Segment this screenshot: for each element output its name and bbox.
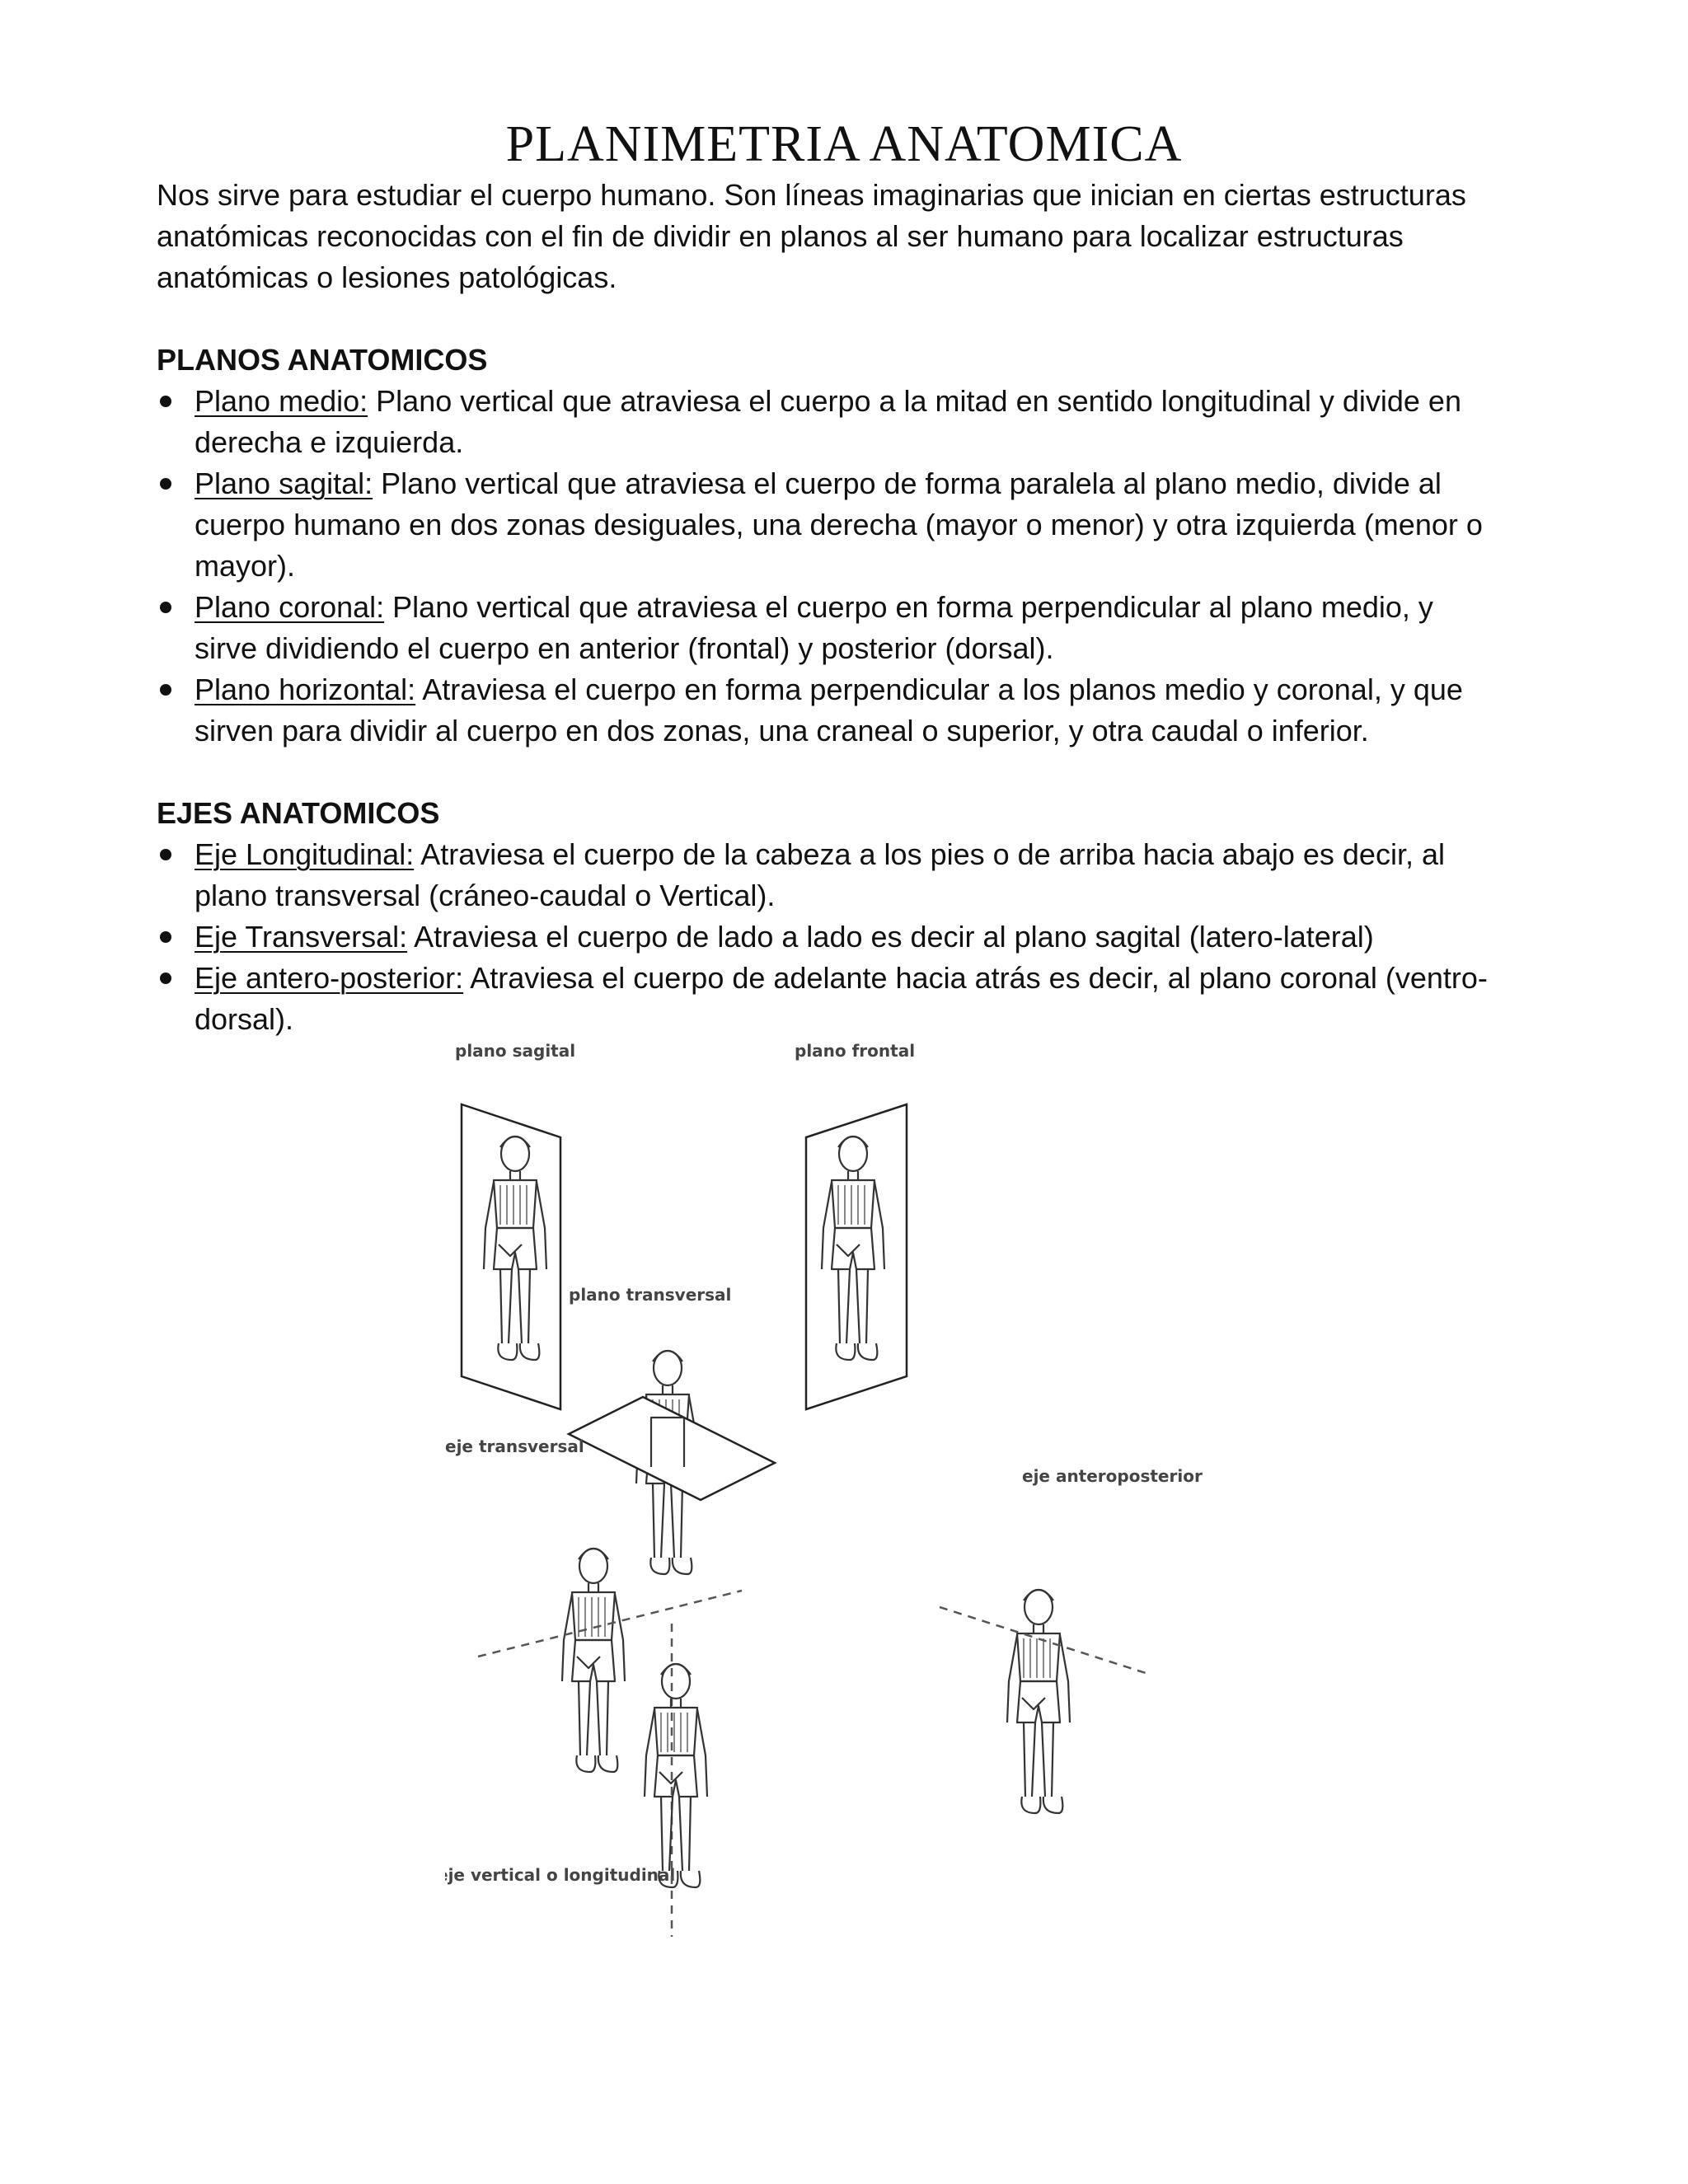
label-eje-vertical: eje vertical o longitudinal	[445, 1865, 676, 1885]
definition-text: mayor).	[195, 549, 296, 583]
label-eje-anteroposterior: eje anteroposterior	[1022, 1466, 1203, 1486]
list-item	[157, 587, 1541, 669]
vertical-axis-diagram	[645, 1624, 707, 1937]
planos-list	[157, 381, 1541, 752]
term: Plano coronal:	[195, 590, 385, 624]
frontal-plane	[806, 1104, 907, 1409]
anteroposterior-axis-diagram	[940, 1590, 1146, 1813]
label-plano-transversal: plano transversal	[569, 1285, 732, 1305]
term: Plano horizontal:	[195, 673, 416, 706]
sagittal-plane-diagram	[462, 1104, 560, 1409]
term: Plano sagital:	[195, 466, 373, 500]
list-item	[157, 916, 1541, 958]
term: Eje Transversal:	[195, 920, 408, 954]
list-item	[157, 463, 1541, 587]
term: Eje Longitudinal:	[195, 837, 415, 871]
section-heading-ejes: EJES ANATOMICOS	[157, 796, 440, 830]
intro-line: Nos sirve para estudiar el cuerpo humano. Son líneas imaginarias que inician en ciertas estructuras	[157, 178, 1466, 212]
definition-text: sirve dividiendo el cuerpo en anterior (frontal) y posterior (dorsal).	[195, 631, 1054, 665]
label-plano-sagital: plano sagital	[455, 1041, 576, 1061]
definition-text: Atraviesa el cuerpo de lado a lado es decir al plano sagital (latero-lateral)	[414, 920, 1374, 954]
definition-text: Plano vertical que atraviesa el cuerpo en forma perpendicular al plano medio, y	[392, 590, 1433, 624]
label-eje-transversal: eje transversal	[445, 1436, 584, 1456]
list-item	[157, 381, 1541, 463]
intro-line: anatómicas reconocidas con el fin de dividir en planos al ser humano para localizar estructuras	[157, 219, 1404, 253]
list-item	[157, 669, 1541, 752]
definition-text: Atraviesa el cuerpo de la cabeza a los pies o de arriba hacia abajo es decir, al	[420, 837, 1445, 871]
transverse-plane	[569, 1397, 775, 1500]
definition-text: Plano vertical que atraviesa el cuerpo de forma paralela al plano medio, divide al	[381, 466, 1442, 500]
document-body	[157, 175, 1541, 1040]
ejes-list	[157, 834, 1541, 1040]
transverse-axis	[478, 1591, 742, 1657]
term: Eje antero-posterior:	[195, 961, 464, 995]
intro-line: anatómicas o lesiones patológicas.	[157, 260, 617, 294]
definition-text: Atraviesa el cuerpo en forma perpendicular a los planos medio y coronal, y que	[422, 673, 1463, 706]
definition-text: cuerpo humano en dos zonas desiguales, una derecha (mayor o menor) y otra izquierda (menor o	[195, 508, 1483, 541]
transverse-plane-diagram	[569, 1351, 775, 1574]
figure-illustration	[445, 1030, 1269, 1953]
list-item	[157, 834, 1541, 916]
definition-text: dorsal).	[195, 1002, 294, 1036]
definition-text: derecha e izquierda.	[195, 425, 464, 459]
anatomical-planes-figure	[445, 1030, 1269, 1953]
term: Plano medio:	[195, 384, 368, 418]
intro-paragraph	[157, 175, 1541, 298]
definition-text: plano transversal (cráneo-caudal o Vertical).	[195, 879, 776, 912]
label-plano-frontal: plano frontal	[795, 1041, 916, 1061]
definition-text: sirven para dividir al cuerpo en dos zonas, una craneal o superior, y otra caudal o inferior.	[195, 714, 1369, 748]
anteroposterior-axis	[940, 1607, 1146, 1673]
frontal-plane-diagram	[806, 1104, 907, 1409]
definition-text: Plano vertical que atraviesa el cuerpo a la mitad en sentido longitudinal y divide en	[376, 384, 1461, 418]
section-heading-planos: PLANOS ANATOMICOS	[157, 343, 488, 377]
page-title: PLANIMETRIA ANATOMICA	[505, 116, 1183, 172]
list-item	[157, 958, 1541, 1040]
definition-text: Atraviesa el cuerpo de adelante hacia atrás es decir, al plano coronal (ventro-	[470, 961, 1488, 995]
